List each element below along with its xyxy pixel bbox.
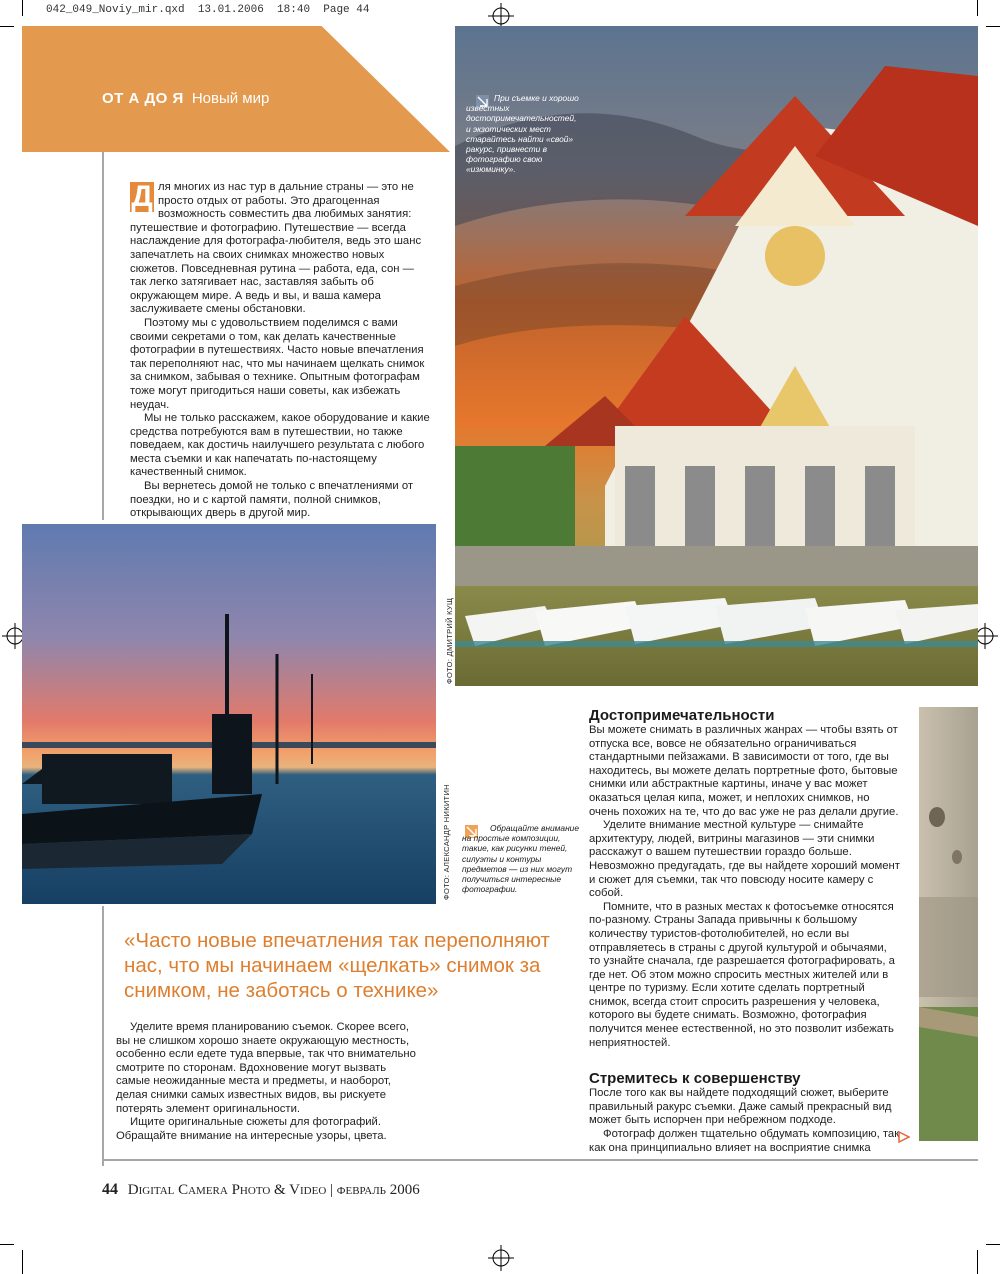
lower-left-text [116,1021,422,1143]
page-number: 44 [102,1181,118,1198]
issue-date: февраль 2006 [336,1182,420,1198]
section-label [102,90,269,107]
temple-photo-credit: ФОТО: ДМИТРИЙ КУЩ [445,597,454,684]
body-paragraph: Уделите время планированию съемок. Скорее всего, вы не слишком хорошо знаете окружающую местность, особенно если едете туда впервые, так что внимательно смотрите по сторонам. Вдохновение могут вызвать самые неожиданные места и предметы, и наоборот, делая снимки самых известных видов, вы рискуете потерять элемент оригинальности. [116,1021,416,1115]
crop-mark [977,1250,978,1274]
section-kicker: ОТ А ДО Я [102,90,184,107]
sights-text [589,724,901,1050]
section-title: Новый мир [191,90,270,107]
wall-photo-strip [919,707,978,1141]
column-rule-bottom-left [102,906,104,1166]
body-paragraph: Вы можете снимать в различных жанрах — чтобы взять от отпуска все, вовсе не обязательно ограничиваться стандартными пейзажами. В зависимости от того, где вы находитесь, вы можете делать портретные фото, бытовые снимки или абстрактные картины, иначе у вас может оказаться целая кипа, может, и неплохих снимков, но очень похожих на те, что до вас уже не раз делали другие. [589,724,899,818]
perfection-heading: Стремитесь к совершенству [589,1070,801,1088]
page-footer [102,1181,420,1199]
intro-paragraph: ля многих из нас тур в дальние страны — это не просто отдых от работы. Это драгоценная возможность совместить два любимых занятия: путешествие и фотографию. Путешествие — всегда наслаждение для фотографа-любителя, ведь это шанс запечатлеть на своих снимках множество новых сюжетов. Повседневная рутина — работа, еда, сон — так легко затягивает нас, заставляя забыть об окружающем мире. А ведь и вы, и ваша камера заслуживаете смены обстановки. [130,181,422,316]
intro-text [130,181,432,521]
crop-mark [0,26,14,27]
intro-paragraph: Вы вернетесь домой не только с впечатлениями от поездки, но и с картой памяти, полной снимков, открывающих дверь в другой мир. [130,480,414,520]
crop-mark [0,1244,14,1245]
right-column [589,707,901,1155]
temple-photo-caption: При съемке и хорошо известных достопримечательностей, и экзотических мест старайтесь найти «свой» ракурс, привнести в фотографию свою «изюминку». [466,93,579,175]
crop-mark [986,26,1000,27]
continue-arrow-icon [898,1131,910,1143]
crop-mark [22,1250,23,1274]
pull-quote: «Часто новые впечатления так переполняют нас, что мы начинаем «щелкать» снимок за снимком, не заботясь о технике» [124,929,550,1002]
body-paragraph: После того как вы найдете подходящий сюжет, выберите правильный ракурс съемки. Даже самый прекрасный вид может быть испорчен при небрежном подходе. [589,1087,892,1127]
intro-paragraph: Поэтому мы с удовольствием поделимся с вами своими секретами о том, как делать качественные фотографии в путешествиях. Часто новые впечатления так переполняют нас, что мы начинаем щелкать снимок за снимком, забывая о технике. Опытным фотографам тоже могут пригодиться наши советы, как избежать неудач. [130,316,425,411]
file-slug-line: 042_049_Noviy_mir.qxd 13.01.2006 18:40 Page 44 [46,4,370,16]
sunset-photo-caption: Обращайте внимание на простые композиции, такие, как рисунки теней, силуэты и контуры предметов — из них могут получиться интересные фотографии. [462,823,580,895]
perfection-text [589,1087,901,1155]
sunset-photo-credit: ФОТО: АЛЕКСАНДР НИКИТИН [442,784,451,900]
crop-mark [977,0,978,16]
sights-heading: Достопримечательности [589,707,775,724]
body-paragraph: Ищите оригинальные сюжеты для фотографий. Обращайте внимание на интересные узоры, цвета. [116,1116,387,1142]
page-rule-bottom [102,1159,978,1161]
crop-mark [22,0,23,16]
body-paragraph: Уделите внимание местной культуре — снимайте архитектуру, людей, витрины магазинов — эти снимки расскажут о вашем путешествии гораздо больше. Невозможно предугадать, где вы найдете хороший момент и сюжет для съемки, так что повсюду носите камеру с собой. [589,819,900,900]
crop-mark [986,1244,1000,1245]
footer-separator: | [330,1182,334,1198]
column-rule-left [102,152,104,520]
registration-mark-icon [488,1245,514,1271]
sunset-boat-photo [22,524,436,904]
drop-cap: Д [131,180,153,213]
body-paragraph: Фотограф должен тщательно обдумать композицию, так как она принципиально влияет на восприятие снимка [589,1128,900,1154]
intro-paragraph: Мы не только расскажем, какое оборудование и какие средства потребуются вам в путешествии, но также поведаем, как достичь наилучшего результата с любого места съемки и как напечатать по-настоящему качественный снимок. [130,412,430,479]
body-paragraph: Помните, что в разных местах к фотосъемке относятся по-разному. Страны Запада привычны к большому количеству туристов-фотолюбителей, но если вы отправляетесь в страны с другой культурой и обычаями, то узнайте сначала, где разрешается фотографировать, а где нет. Об этом можно спросить местных жителей или в центре по туризму. Если хотите сделать портретный снимок, всегда стоит спросить разрешения у человека, которого вы будете снимать. Возможно, фотография получится менее естественной, но это позволит избежать неприятностей. [589,900,895,1049]
section-banner [22,26,450,152]
magazine-name: Digital Camera Photo & Video [127,1182,327,1198]
